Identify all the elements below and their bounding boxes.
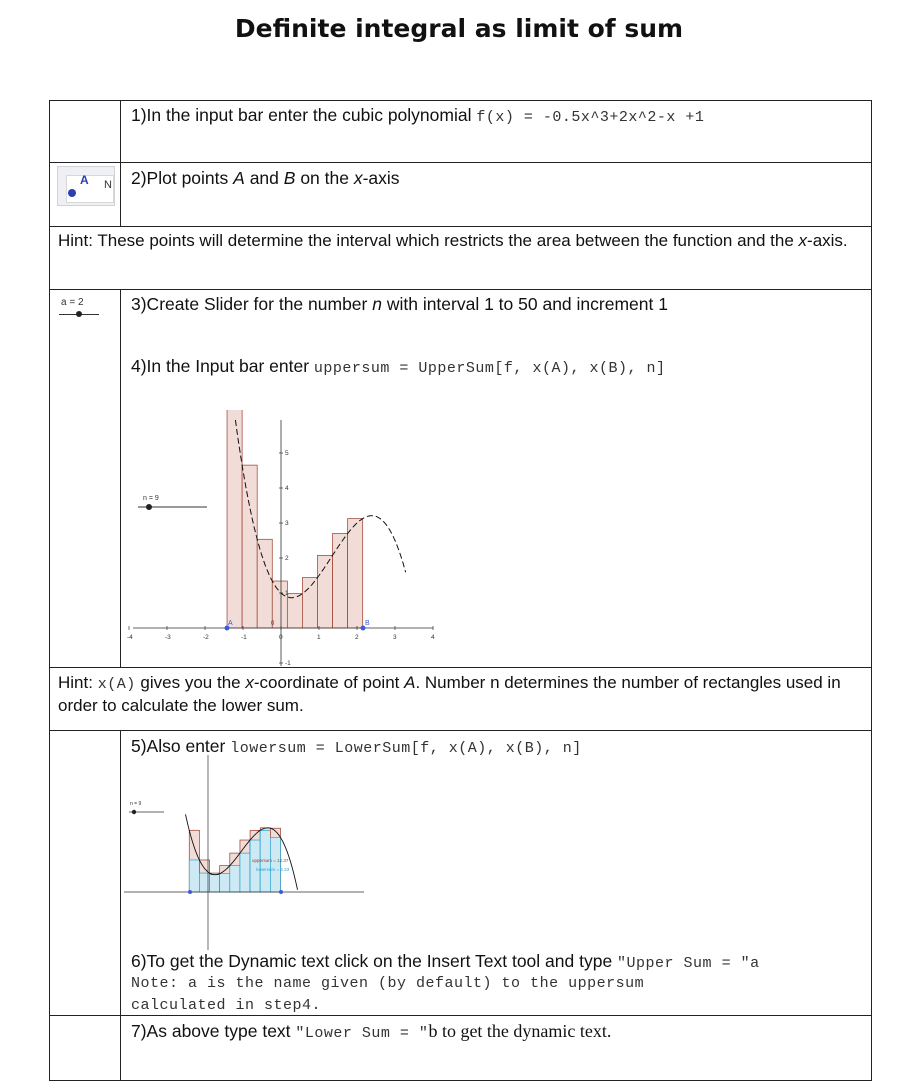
lower-sum-rectangle [240, 853, 250, 892]
x-tick-label: -2 [203, 634, 209, 641]
uppersum-text: uppersum = 12.37 [252, 858, 289, 863]
upper-sum-rectangle [348, 519, 363, 628]
y-tick-label: 5 [285, 450, 289, 457]
table-border [49, 162, 872, 163]
table-border [49, 730, 872, 731]
table-border [49, 100, 872, 101]
step3-row: 3)Create Slider for the number n with interval 1 to 50 and increment 1 [131, 294, 668, 314]
slider-n-handle [132, 810, 136, 814]
upper-sum-rectangle [333, 534, 348, 628]
upper-sum-rectangle [242, 465, 257, 628]
hint-interval: Hint: These points will determine the interval which restricts the area between the function and the x-axis. [58, 231, 848, 250]
upper-sum-rectangle [317, 555, 332, 628]
table-border [871, 100, 872, 1081]
slider-n-handle [146, 504, 152, 510]
table-border [49, 226, 872, 227]
point-b-label: B [365, 620, 370, 627]
origin-label: 0 [271, 621, 275, 627]
point-b [279, 890, 283, 894]
x-tick-label: 3 [393, 634, 397, 641]
point-tool-icon: A N [57, 166, 115, 206]
slider-n-label: n = 9 [130, 801, 142, 807]
step6-note: Note: a is the name given (by default) to the uppersum [131, 975, 645, 992]
upper-sum-rectangle [302, 578, 317, 628]
upper-sum-rectangle [257, 539, 272, 628]
lower-sum-rectangle [210, 875, 220, 892]
step1-code: f(x) = -0.5x^3+2x^2-x +1 [476, 109, 705, 126]
lower-sum-rectangle [250, 840, 260, 892]
hint-xa: Hint: x(A) gives you the x-coordinate of point A. Number n determines the number of rectangles used in order to calculate the lower sum. [58, 673, 841, 715]
step2-row: 2)Plot points A and B on the x-axis [131, 168, 400, 188]
lower-sum-rectangle [220, 874, 230, 892]
x-tick-label: 1 [317, 634, 321, 641]
y-tick-label: 1 [285, 590, 289, 597]
x-tick-label: -4 [127, 634, 133, 641]
lower-sum-rectangle [189, 860, 199, 892]
x-tick-label: -3 [165, 634, 171, 641]
step1-row [131, 104, 704, 129]
step7-row: 7)As above type text "Lower Sum = "b to get the dynamic text. [131, 1021, 612, 1042]
upper-sum-rectangle [227, 410, 242, 628]
step1-text: 1)In the input bar enter the cubic polynomial [131, 105, 477, 125]
y-tick-label: 4 [285, 485, 289, 492]
lower-sum-rectangle [270, 837, 280, 892]
x-tick-label: 2 [355, 634, 359, 641]
lower-sum-graph [124, 755, 364, 950]
table-border [49, 1080, 872, 1081]
lowersum-text: lowersum = 6.33 [256, 867, 290, 872]
slider-tool-icon: a = 2 [57, 297, 101, 323]
point-a-label: A [228, 620, 233, 627]
lower-sum-rectangle [230, 866, 240, 892]
table-border [49, 289, 872, 290]
table-border [120, 730, 121, 1081]
point-a [188, 890, 192, 894]
step6-note2: calculated in step4. [131, 997, 322, 1014]
step5-row: 5)Also enter lowersum = LowerSum[f, x(A), x(B), n] [131, 736, 582, 757]
upper-sum-rectangle [272, 581, 287, 628]
table-border [120, 289, 121, 667]
page-title: Definite integral as limit of sum [234, 14, 684, 43]
step6-row: 6)To get the Dynamic text click on the Insert Text tool and type "Upper Sum = "a [131, 951, 760, 972]
table-border [49, 667, 872, 668]
x-tick-label: 0 [279, 634, 283, 641]
x-tick-label: -1 [241, 634, 247, 641]
y-tick-label: 3 [285, 520, 289, 527]
y-tick-label: -1 [285, 660, 291, 666]
step4-row: 4)In the Input bar enter uppersum = UpperSum[f, x(A), x(B), n] [131, 356, 666, 377]
slider-n-label: n = 9 [143, 495, 159, 502]
table-border [49, 100, 50, 1081]
x-tick-label: 4 [431, 634, 435, 641]
upper-sum-rectangle [287, 594, 302, 628]
y-tick-label: 2 [285, 555, 289, 562]
table-border [120, 100, 121, 226]
upper-sum-graph [125, 410, 435, 666]
